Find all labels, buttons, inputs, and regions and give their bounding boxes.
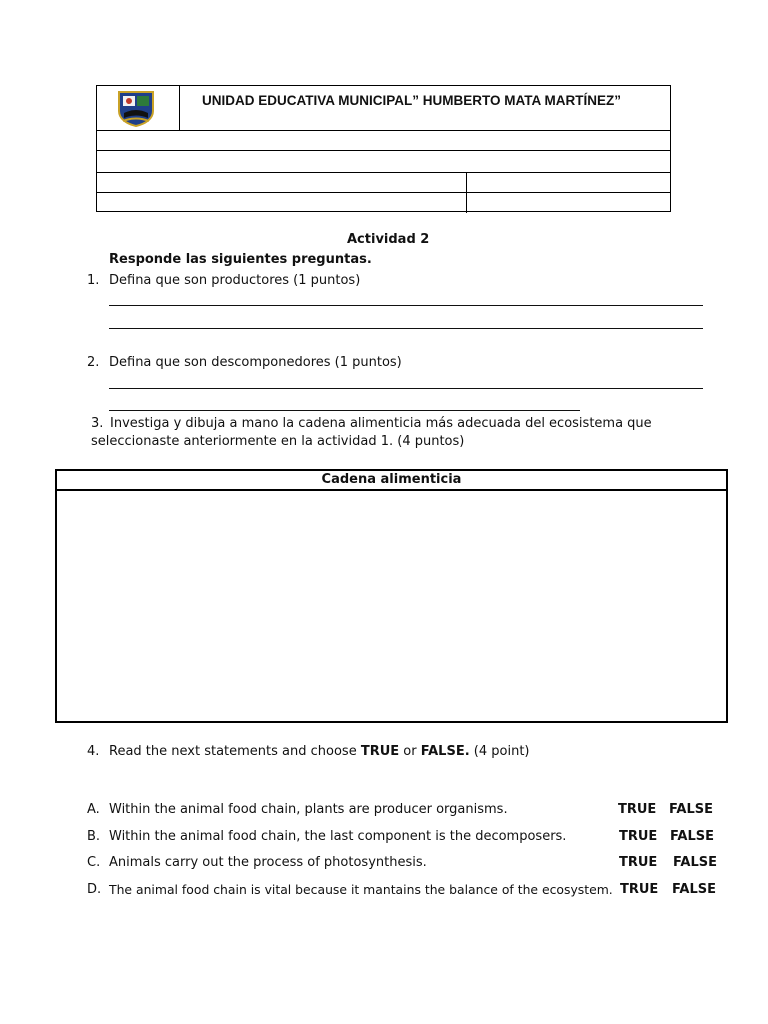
question-4-suffix: (4 point) (469, 744, 530, 759)
question-2-number: 2. (87, 355, 100, 370)
header-row-divider (97, 130, 670, 131)
false-option[interactable]: FALSE (673, 855, 717, 870)
header-column-divider (466, 172, 467, 213)
school-crest-icon (117, 89, 155, 127)
statement-text: The animal food chain is vital because it mantains the balance of the ecosystem. (109, 882, 613, 897)
statement-text: Animals carry out the process of photosynthesis. (109, 855, 427, 870)
header-row-divider (97, 150, 670, 151)
activity-title: Actividad 2 (347, 232, 430, 247)
question-4-or-word: or (399, 744, 421, 759)
answer-line[interactable] (109, 388, 703, 389)
statement-letter: B. (87, 829, 101, 844)
statement-letter: D. (87, 882, 102, 897)
header-row-divider (97, 192, 670, 193)
activity-instruction: Responde las siguientes preguntas. (109, 252, 372, 267)
statement-letter: C. (87, 855, 101, 870)
true-option[interactable]: TRUE (620, 882, 659, 897)
header-row-divider (97, 172, 670, 173)
school-name-title: UNIDAD EDUCATIVA MUNICIPAL” HUMBERTO MATA MARTÍNEZ” (202, 93, 621, 108)
question-4-number: 4. (87, 744, 100, 759)
statement-letter: A. (87, 802, 100, 817)
false-option[interactable]: FALSE (670, 829, 714, 844)
answer-line[interactable] (109, 410, 580, 411)
true-option[interactable]: TRUE (619, 829, 658, 844)
true-option[interactable]: TRUE (619, 855, 658, 870)
logo-cell (97, 86, 180, 130)
statement-text: Within the animal food chain, the last component is the decomposers. (109, 829, 567, 844)
false-option[interactable]: FALSE (669, 802, 713, 817)
question-4-false-word: FALSE. (420, 744, 470, 759)
false-option[interactable]: FALSE (672, 882, 716, 897)
food-chain-box[interactable] (55, 469, 728, 723)
answer-line[interactable] (109, 328, 703, 329)
question-4-prefix: Read the next statements and choose (109, 744, 361, 759)
question-3-number: 3. (91, 416, 104, 431)
statement-text: Within the animal food chain, plants are producer organisms. (109, 802, 508, 817)
true-option[interactable]: TRUE (618, 802, 657, 817)
question-1-text: Defina que son productores (1 puntos) (109, 273, 361, 288)
question-1-number: 1. (87, 273, 100, 288)
food-chain-title: Cadena alimenticia (57, 471, 726, 491)
question-3-text-line1: Investiga y dibuja a mano la cadena alimenticia más adecuada del ecosistema que (110, 416, 652, 431)
question-4-true-word: TRUE (360, 744, 400, 759)
question-4-text (109, 744, 530, 760)
header-table (96, 85, 671, 212)
answer-line[interactable] (109, 305, 703, 306)
question-3-text-line2: seleccionaste anteriormente en la actividad 1. (4 puntos) (91, 434, 465, 449)
question-2-text: Defina que son descomponedores (1 puntos) (109, 355, 402, 370)
